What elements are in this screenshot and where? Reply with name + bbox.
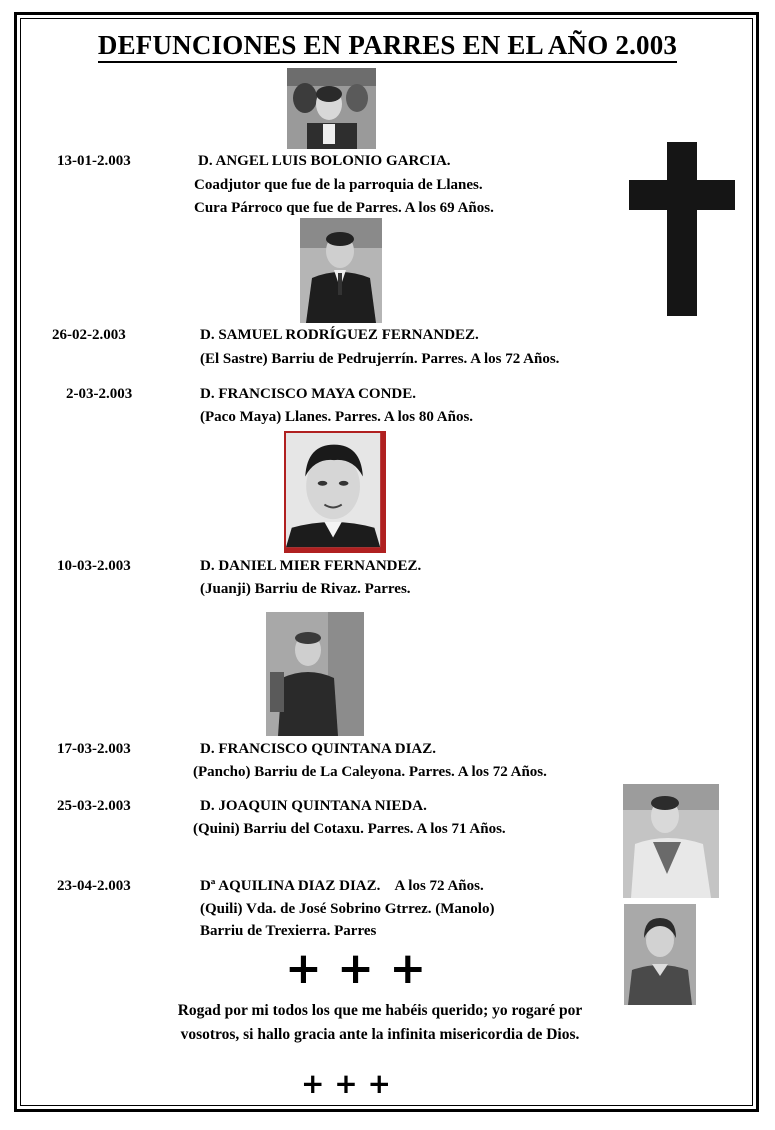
crosses-small: + + + bbox=[301, 1067, 391, 1100]
entry-6-date: 25-03-2.003 bbox=[57, 798, 131, 814]
entry-1-date: 13-01-2.003 bbox=[57, 153, 131, 169]
entry-4-detail-1: (Juanji) Barriu de Rivaz. Parres. bbox=[200, 581, 411, 597]
cross-icon bbox=[626, 138, 738, 318]
entry-3-name: D. FRANCISCO MAYA CONDE. bbox=[200, 386, 416, 402]
prayer-text bbox=[80, 999, 680, 1047]
entry-2-name: D. SAMUEL RODRÍGUEZ FERNANDEZ. bbox=[200, 327, 479, 343]
entry-1-detail-2: Cura Párroco que fue de Parres. A los 69 Años. bbox=[194, 200, 494, 216]
entry-1-detail-1: Coadjutor que fue de la parroquia de Llanes. bbox=[194, 177, 483, 193]
entry-7-detail-1: (Quili) Vda. de José Sobrino Gtrrez. (Manolo) bbox=[200, 901, 495, 917]
photo-angel-luis-bolonio bbox=[287, 68, 376, 149]
entry-7-date: 23-04-2.003 bbox=[57, 878, 131, 894]
photo-joaquin-quintana bbox=[623, 784, 719, 898]
entry-5-detail-1: (Pancho) Barriu de La Caleyona. Parres. A los 72 Años. bbox=[193, 764, 547, 780]
entry-2-detail-1: (El Sastre) Barriu de Pedrujerrín. Parres. A los 72 Años. bbox=[200, 351, 560, 367]
photo-francisco-maya bbox=[284, 431, 386, 553]
photo-aquilina-diaz bbox=[624, 904, 696, 1005]
entry-2-date: 26-02-2.003 bbox=[52, 327, 126, 343]
entry-5-name: D. FRANCISCO QUINTANA DIAZ. bbox=[200, 741, 436, 757]
photo-daniel-mier bbox=[266, 612, 364, 736]
entry-4-name: D. DANIEL MIER FERNANDEZ. bbox=[200, 558, 422, 574]
prayer-line-1: Rogad por mi todos los que me habéis querido; yo rogaré por bbox=[177, 1002, 583, 1019]
entry-3-date: 2-03-2.003 bbox=[66, 386, 133, 402]
entry-3-detail-1: (Paco Maya) Llanes. Parres. A los 80 Años. bbox=[200, 409, 474, 425]
entry-4-date: 10-03-2.003 bbox=[57, 558, 131, 574]
entry-7-name: Dª AQUILINA DIAZ DIAZ. A los 72 Años. bbox=[200, 878, 484, 894]
photo-samuel-rodriguez bbox=[300, 218, 382, 323]
entry-1-name: D. ANGEL LUIS BOLONIO GARCIA. bbox=[198, 153, 451, 169]
entry-6-detail-1: (Quini) Barriu del Cotaxu. Parres. A los 71 Años. bbox=[193, 821, 506, 837]
entry-5-date: 17-03-2.003 bbox=[57, 741, 131, 757]
prayer-line-2: vosotros, si hallo gracia ante la infinita misericordia de Dios. bbox=[180, 1026, 580, 1043]
entry-6-name: D. JOAQUIN QUINTANA NIEDA. bbox=[200, 798, 427, 814]
page-title-text: DEFUNCIONES EN PARRES EN EL AÑO 2.003 bbox=[98, 30, 677, 63]
crosses-large: + + + bbox=[285, 943, 427, 994]
page-title bbox=[0, 30, 775, 61]
entry-7-detail-2: Barriu de Trexierra. Parres bbox=[200, 923, 377, 939]
